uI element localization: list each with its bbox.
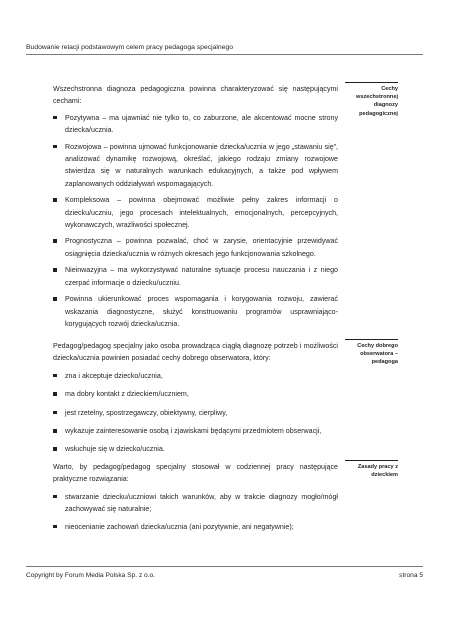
list-item	[53, 491, 338, 516]
bullet-list	[53, 370, 338, 456]
bullet-icon	[53, 145, 57, 149]
list-item	[53, 521, 338, 533]
list-item-text: wykazuje zainteresowanie osobą i zjawiskami będącymi przedmiotem obserwacji,	[65, 427, 322, 436]
list-item-text: zna i akceptuje dziecko/ucznia,	[65, 371, 163, 380]
bullet-icon	[53, 297, 57, 301]
list-item	[53, 388, 338, 400]
bullet-list	[53, 112, 338, 331]
page-number: strona 5	[399, 572, 423, 579]
list-item	[53, 443, 338, 455]
list-item-text: Prognostyczna – powinna pozwalać, choć w zarysie, orientacyjnie przewidywać osiągnięcia dziecka/ucznia w różnych okresach jego funkcjonowania szkolnego.	[65, 237, 338, 258]
section-work-principles	[53, 461, 338, 533]
footer-copyright: Copyright by Forum Media Polska Sp. z o.o.	[26, 572, 155, 579]
list-item	[53, 370, 338, 382]
bullet-icon	[53, 411, 57, 415]
list-item	[53, 293, 338, 330]
bullet-icon	[53, 116, 57, 120]
list-item-text: nieocenianie zachowań dziecka/ucznia (ani pozytywnie, ani negatywnie);	[65, 522, 294, 531]
margin-note-divider	[345, 82, 398, 83]
footer-divider	[26, 566, 423, 567]
list-item	[53, 194, 338, 231]
margin-note: Cechy wszechstronnej diagnozy pedagogicznej	[356, 86, 398, 117]
header-divider	[26, 54, 423, 55]
list-item	[53, 141, 338, 191]
list-item-text: stwarzanie dziecku/uczniowi takich warunków, aby w trakcie diagnozy mogło/mógł zachowywać się naturalnie;	[65, 492, 338, 514]
section-observer-features	[53, 340, 338, 456]
bullet-icon	[53, 429, 57, 433]
margin-note: Zasady pracy z dzieckiem	[357, 464, 398, 479]
list-item-text: Rozwojowa – powinna ujmować funkcjonowanie dziecka/ucznia w jego „stawaniu się”, analizować dynamikę rozwojową, określać, jakiego rodzaju zmiany rozwojowe stwierdza się w naturalnych warunkach edukacyjnych, a także pod wpływem zaplanowanych oddziaływań wspomagających.	[65, 142, 338, 188]
list-item	[53, 264, 338, 289]
bullet-icon	[53, 525, 57, 529]
bullet-icon	[53, 268, 57, 272]
bullet-icon	[53, 374, 57, 378]
bullet-icon	[53, 239, 57, 243]
list-item-text: Pozytywna – ma ujawniać nie tylko to, co zaburzone, ale akcentować mocne strony dziecka/ucznia.	[65, 113, 338, 135]
list-item	[53, 407, 338, 419]
list-item-text: ma dobry kontakt z dzieckiem/uczniem,	[65, 390, 189, 399]
bullet-icon	[53, 495, 57, 499]
bullet-list	[53, 491, 338, 533]
list-item	[53, 235, 338, 260]
bullet-icon	[53, 392, 57, 396]
margin-note-divider	[345, 339, 398, 340]
margin-note-divider	[345, 460, 398, 461]
section-intro: Warto, by pedagog/pedagog specjalny stosował w codziennej pracy następujące praktyczne rozwiązania:	[53, 463, 338, 484]
section-diagnosis-features	[53, 83, 338, 330]
running-header: Budowanie relacji podstawowym celem pracy pedagoga specjalnego	[26, 44, 234, 51]
list-item-text: jest rzetelny, spostrzegawczy, obiektywny, cierpliwy,	[65, 408, 228, 417]
list-item-text: wsłuchuje się w dziecko/ucznia.	[65, 445, 165, 454]
section-intro: Pedagog/pedagog specjalny jako osoba prowadząca ciągłą diagnozę potrzeb i możliwości dziecka/ucznia powinien posiadać cechy dobrego obserwatora, który:	[53, 342, 338, 363]
margin-note: Cechy dobrego obserwatora – pedagoga	[357, 343, 398, 366]
list-item-text: Kompleksowa – powinna obejmować możliwie pełny zakres informacji o dziecku/uczniu, jego procesach intelektualnych, emocjonalnych, percepcyjnych, wykonawczych, wrażliwości społecznej.	[65, 196, 338, 230]
list-item-text: Nieinwazyjna – ma wykorzystywać naturalne sytuacje procesu nauczania i z niego czerpać informacje o dziecku/uczniu.	[65, 266, 338, 287]
section-intro: Wszechstronna diagnoza pedagogiczna powinna charakteryzować się następującymi cechami:	[53, 85, 338, 106]
list-item-text: Powinna ukierunkować proces wspomagania i korygowania rozwoju, zawierać wskazania diagnostyczne, służyć konstruowaniu programów usprawniająco-korygujących rozwój dziecka/ucznia.	[65, 295, 338, 328]
bullet-icon	[53, 198, 57, 202]
list-item	[53, 112, 338, 137]
list-item	[53, 425, 338, 437]
bullet-icon	[53, 447, 57, 451]
